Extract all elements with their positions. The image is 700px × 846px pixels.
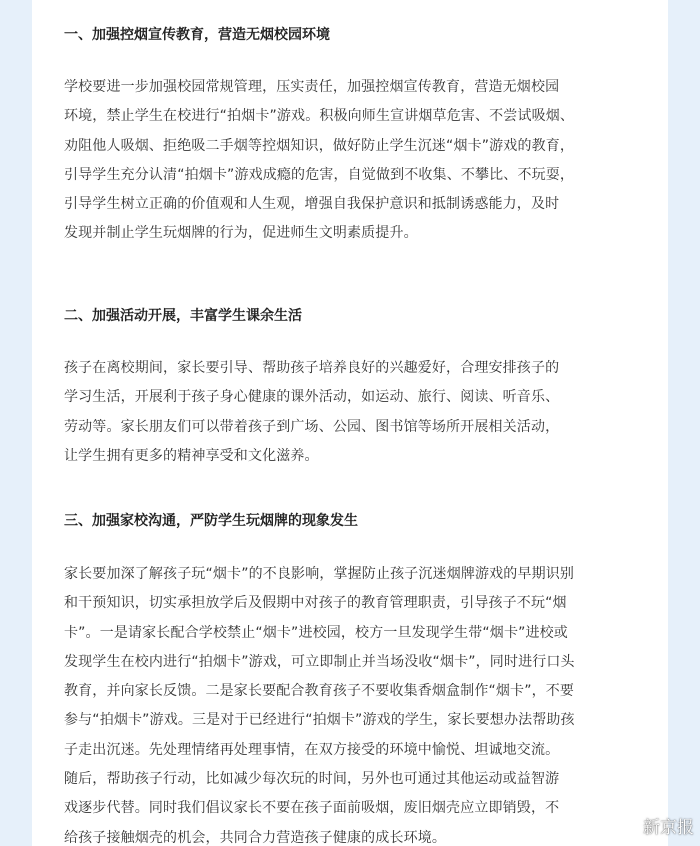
paragraph-line: 发现并制止学生玩烟牌的行为，促进师生文明素质提升。	[64, 225, 418, 242]
paragraph-line: 学校要进一步加强校园常规管理，压实责任，加强控烟宣传教育，营造无烟校园	[64, 79, 560, 95]
paragraph-line: 引导学生充分认清“拍烟卡”游戏成瘾的危害，自觉做到不收集、不攀比、不玩耍，	[64, 166, 575, 183]
section-1-paragraph	[64, 73, 638, 249]
paragraph-line: 参与“拍烟卡”游戏。三是对于已经进行“拍烟卡”游戏的学生，家长要想办法帮助孩	[64, 712, 575, 729]
section-1-heading: 一、加强控烟宣传教育，营造无烟校园环境	[64, 27, 330, 43]
paragraph-line: 发现学生在校内进行“拍烟卡”游戏，可立即制止并当场没收“烟卡”，同时进行口头	[64, 653, 575, 670]
paragraph-line: 教育，并向家长反馈。二是家长要配合教育孩子不要收集香烟盒制作“烟卡”，不要	[64, 683, 575, 700]
section-3-paragraph	[64, 560, 638, 846]
left-side-border	[0, 0, 32, 846]
section-2-heading: 二、加强活动开展，丰富学生课余生活	[64, 308, 302, 324]
paragraph-line: 给孩子接触烟壳的机会，共同合力营造孩子健康的成长环境。	[64, 829, 447, 846]
paragraph-line: 卡”。一是请家长配合学校禁止“烟卡”进校园，校方一旦发现学生带“烟卡”进校或	[64, 624, 568, 641]
paragraph-line: 让学生拥有更多的精神享受和文化滋养。	[64, 447, 319, 464]
paragraph-line: 引导学生树立正确的价值观和人生观，增强自我保护意识和抵制诱惑能力，及时	[64, 196, 560, 213]
paragraph-line: 孩子在离校期间，家长要引导、帮助孩子培养良好的兴趣爱好，合理安排孩子的	[64, 360, 560, 376]
paragraph-line: 环境，禁止学生在校进行“拍烟卡”游戏。积极向师生宣讲烟草危害、不尝试吸烟、	[64, 108, 575, 125]
paragraph-line: 学习生活，开展利于孩子身心健康的课外活动，如运动、旅行、阅读、听音乐、	[64, 389, 560, 406]
paragraph-line: 戏逐步代替。同时我们倡议家长不要在孩子面前吸烟，废旧烟壳应立即销毁，不	[64, 800, 560, 817]
paragraph-line: 子走出沉迷。先处理情绪再处理事情，在双方接受的环境中愉悦、坦诚地交流。	[64, 741, 560, 758]
section-3-heading: 三、加强家校沟通，严防学生玩烟牌的现象发生	[64, 513, 358, 529]
paragraph-line: 和干预知识，切实承担放学后及假期中对孩子的教育管理职责，引导孩子不玩“烟	[64, 595, 567, 612]
watermark-text: 新京报	[643, 818, 694, 838]
right-side-border	[668, 0, 700, 846]
weibo-icon	[617, 816, 639, 835]
paragraph-line: 家长要加深了解孩子玩“烟卡”的不良影响，掌握防止孩子沉迷烟牌游戏的早期识别	[64, 566, 575, 582]
paragraph-line: 劳动等。家长朋友们可以带着孩子到广场、公园、图书馆等场所开展相关活动，	[64, 418, 560, 435]
source-watermark	[617, 813, 694, 838]
paragraph-line: 劝阻他人吸烟、拒绝吸二手烟等控烟知识，做好防止学生沉迷“烟卡”游戏的教育，	[64, 137, 575, 154]
paragraph-line: 随后，帮助孩子行动，比如减少每次玩的时间，另外也可通过其他运动或益智游	[64, 771, 560, 788]
section-2-paragraph	[64, 354, 638, 471]
